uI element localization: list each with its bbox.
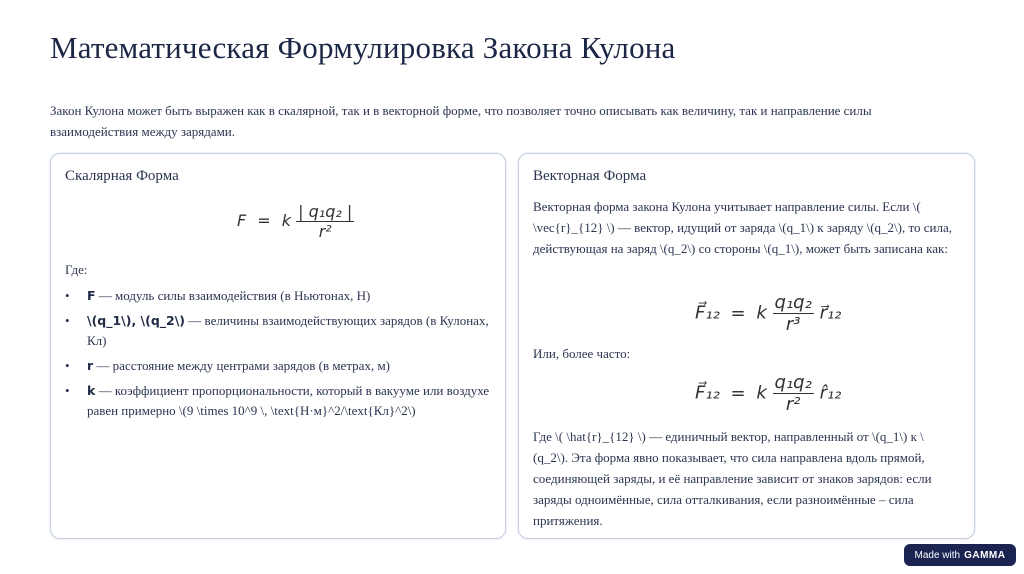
vector-paragraph-1: Векторная форма закона Кулона учитывает направление силы. Если \( \vec{r}_{12} \) — вектор, идущий от заряда \(q_1\) к заряду \(q_2\), то сила, действующая на заряд \(q_2\) со стороны \(q_1\), может быть записана как: [533,199,952,256]
list-item [65,286,495,306]
scalar-form-heading: Скалярная Форма [65,168,179,184]
formula-lhs: F⃗₁₂ [695,302,720,324]
variable-description: — коэффициент пропорциональности, который в вакууме или воздухе равен примерно \(9 \times 10^9 \, \text{Н·м}^2/\text{Кл}^2\) [87,383,490,418]
gamma-logo: GAMMA [964,549,1006,561]
formula-tail: r⃗₁₂ [819,302,842,324]
variable-description: — величины взаимодействующих зарядов (в Кулонах, Кл) [87,313,489,348]
variable-symbol: r [87,358,94,373]
formula-equals: = [730,302,746,324]
bullet-icon: • [65,358,70,373]
formula-lhs: F⃗₁₂ [695,382,720,404]
formula-fraction [773,372,814,415]
formula-equals: = [730,382,746,404]
formula-k: k [281,211,292,230]
variable-description: — расстояние между центрами зарядов (в метрах, м) [93,358,390,373]
unit-vector-formula [695,372,841,415]
scalar-formula [237,202,354,241]
list-item [65,311,495,351]
vector-paragraph-2: Или, более часто: [533,346,631,361]
formula-k: k [756,302,767,324]
list-item [65,356,495,376]
formula-numerator: | q₁q₂ | [298,202,353,221]
made-with-gamma-badge[interactable] [904,544,1016,566]
formula-k: k [756,382,767,404]
vector-formula [695,292,841,335]
variable-symbol: F [87,288,96,303]
variable-symbol: k [87,383,96,398]
formula-fraction [296,202,354,241]
where-label: Где: [65,262,88,277]
vector-paragraph-3: Где \( \hat{r}_{12} \) — единичный вектор, направленный от \(q_1\) к \(q_2\). Эта форма явно показывает, что сила направлена вдоль прямой, соединяющей заряды, и её направление зависит от знаков зарядов: если заряды одноимённые, сила отталкивания, если разноимённые – сила притяжения. [533,429,932,528]
intro-paragraph: Закон Кулона может быть выражен как в скалярной, так и в векторной форме, что позволяет точно описывать как величину, так и направление силы взаимодействия между зарядами. [50,103,872,139]
badge-prefix: Made with [914,549,961,561]
variable-list [65,286,495,426]
scalar-form-card [50,153,506,539]
formula-denominator: r² [773,393,814,415]
formula-equals: = [257,211,271,230]
variable-symbol: \(q_1\), \(q_2\) [87,313,186,328]
vector-form-heading: Векторная Форма [533,168,647,184]
formula-numerator: q₁q₂ [774,372,812,393]
formula-fraction [773,292,814,335]
formula-numerator: q₁q₂ [774,292,812,313]
list-item [65,381,495,421]
formula-denominator: r³ [773,313,814,335]
bullet-icon: • [65,383,70,398]
page-title: Математическая Формулировка Закона Кулона [50,30,676,65]
variable-description: — модуль силы взаимодействия (в Ньютонах, Н) [95,288,371,303]
formula-denominator: r² [296,221,354,241]
formula-lhs: F [237,211,247,230]
formula-tail: r̂₁₂ [819,382,842,404]
bullet-icon: • [65,288,70,303]
vector-form-card [518,153,975,539]
bullet-icon: • [65,313,70,328]
